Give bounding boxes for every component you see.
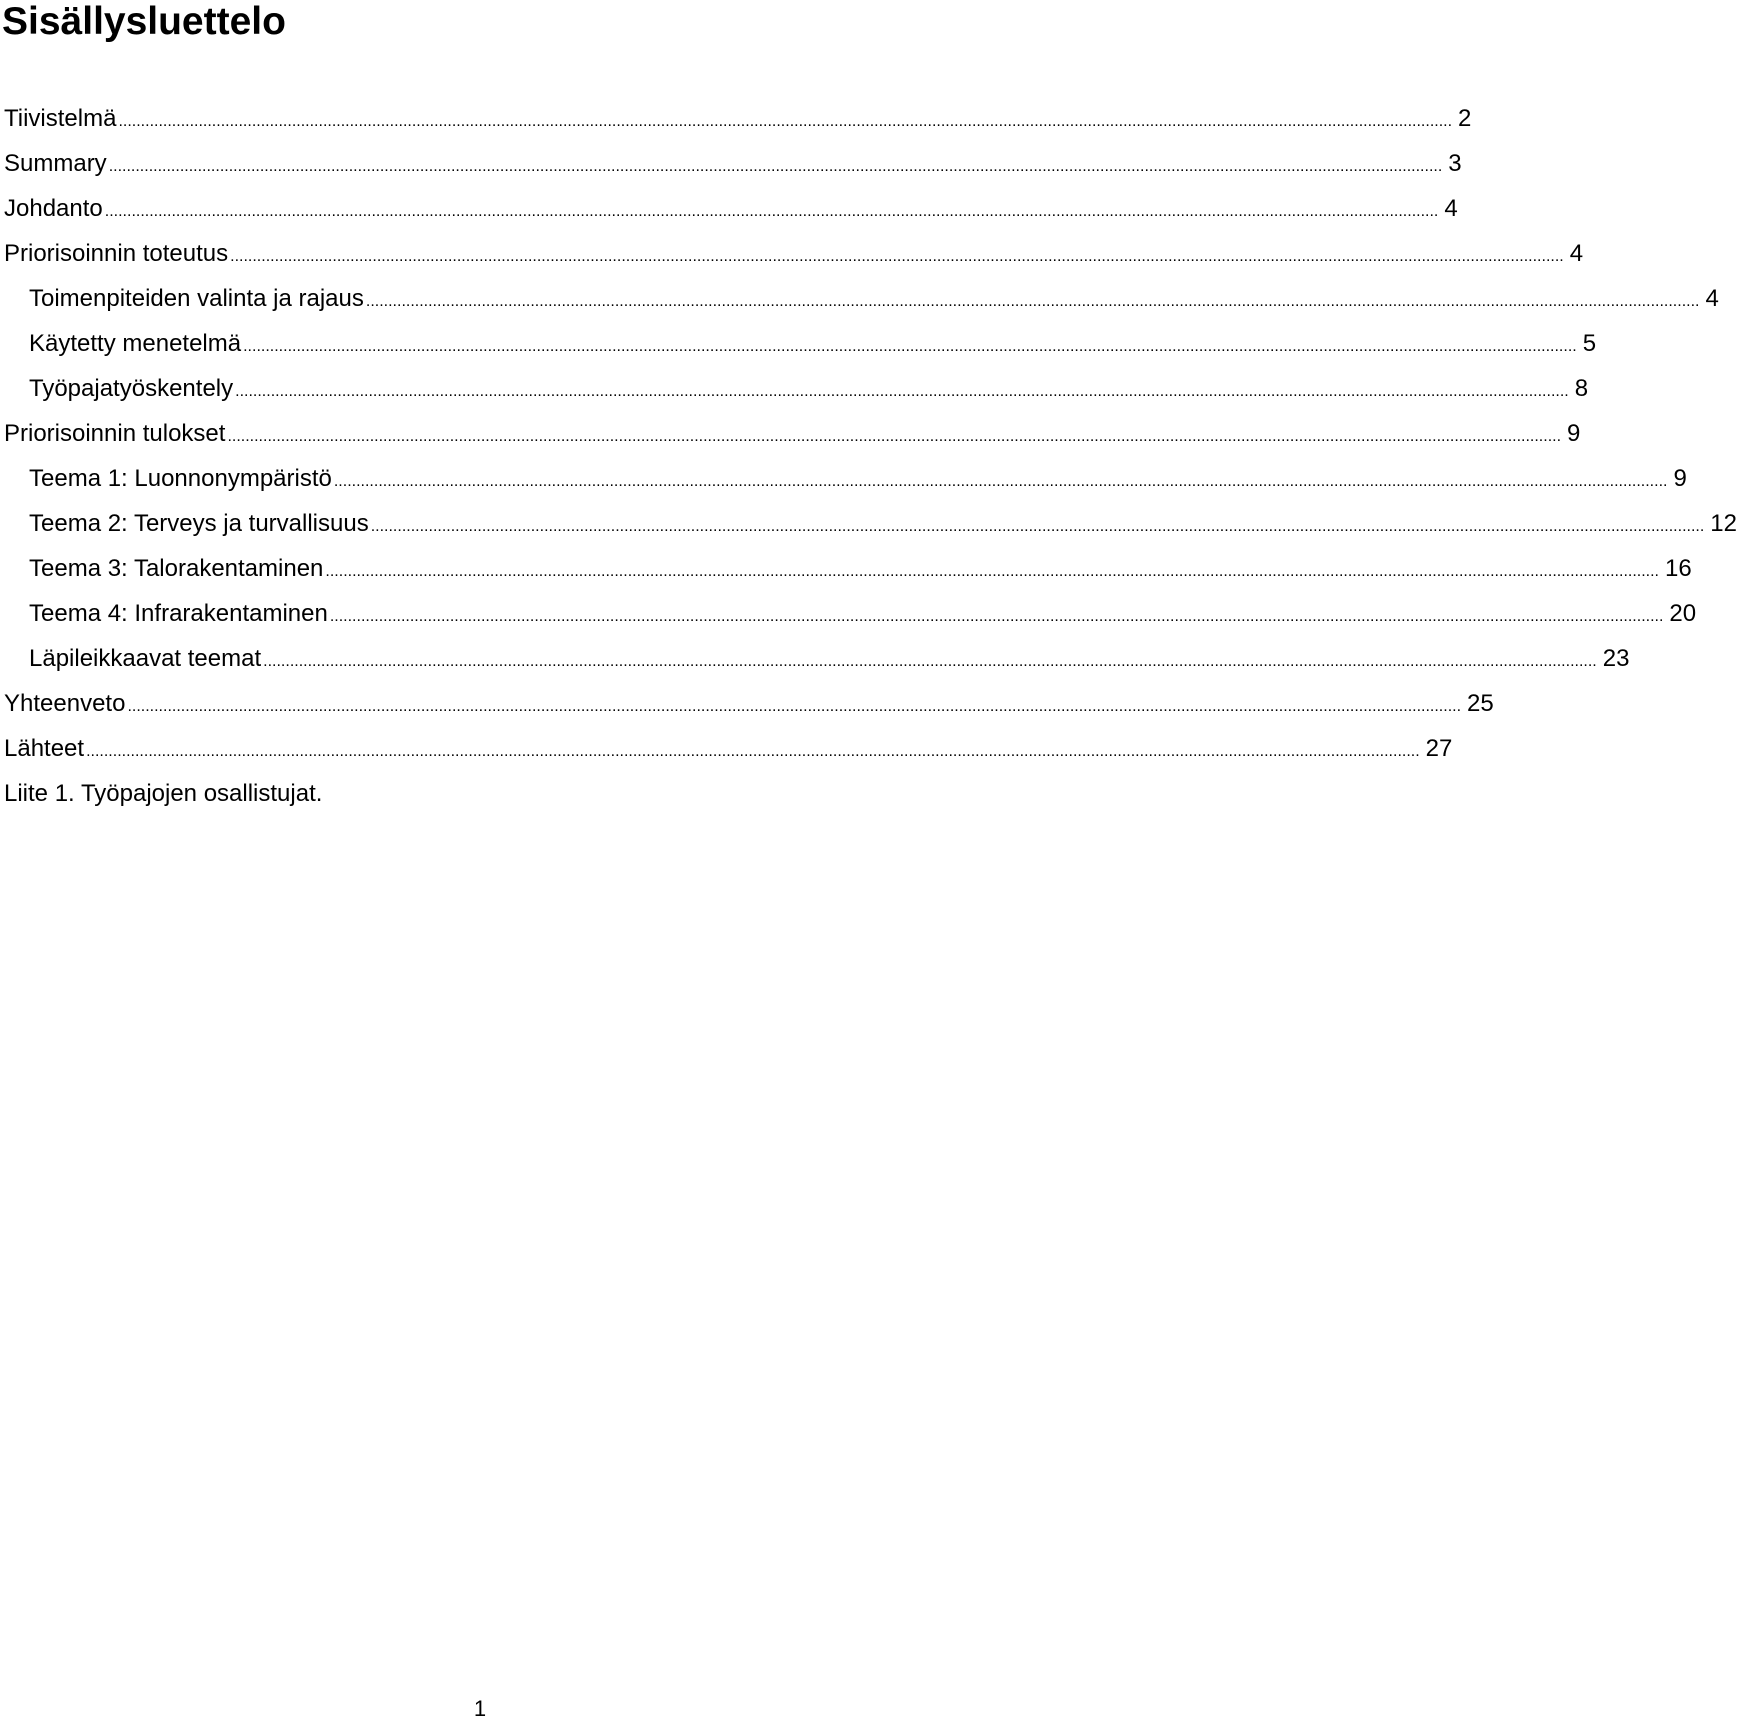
toc-entry-page: 9 <box>1567 420 1581 447</box>
dot-leader: ............................................................................................................................................................................................................................................................................................................ <box>230 248 1564 265</box>
dot-leader: ............................................................................................................................................................................................................................................................................................................ <box>329 608 1664 625</box>
toc-entry[interactable] <box>0 420 1581 465</box>
dot-leader: ............................................................................................................................................................................................................................................................................................................ <box>370 518 1705 535</box>
dot-leader: ............................................................................................................................................................................................................................................................................................................ <box>118 113 1453 130</box>
toc-entry-page: 4 <box>1444 195 1458 222</box>
toc-entry[interactable] <box>0 735 1453 780</box>
dot-leader: ............................................................................................................................................................................................................................................................................................................ <box>365 293 1700 310</box>
dot-leader: ............................................................................................................................................................................................................................................................................................................ <box>86 743 1420 760</box>
toc-entry[interactable] <box>0 555 1692 600</box>
toc-entry-label: Työpajatyöskentely <box>29 375 234 402</box>
toc-entry-page: 2 <box>1458 105 1472 132</box>
toc-entry-page: 20 <box>1669 600 1697 627</box>
toc-entry[interactable] <box>0 780 958 825</box>
toc-entry[interactable] <box>0 240 1584 285</box>
toc-entry-label: Priorisoinnin tulokset <box>4 420 226 447</box>
toc-entry-label: Teema 3: Talorakentaminen <box>29 555 324 582</box>
toc-entry-page: 5 <box>1582 330 1597 357</box>
toc-entry[interactable] <box>0 195 1458 240</box>
dot-leader: ............................................................................................................................................................................................................................................................................................................ <box>243 338 1577 355</box>
toc-entry-page: 9 <box>1673 465 1687 492</box>
toc-entry-label: Teema 2: Terveys ja turvallisuus <box>29 510 369 537</box>
dot-leader: ............................................................................................................................................................................................................................................................................................................ <box>227 428 1562 445</box>
toc-entry-label: Toimenpiteiden valinta ja rajaus <box>29 285 364 312</box>
toc-entry[interactable] <box>0 375 1589 420</box>
dot-leader: ............................................................................................................................................................................................................................................................................................................ <box>333 473 1668 490</box>
toc-entry-label: Priorisoinnin toteutus <box>4 240 229 267</box>
toc-entry[interactable] <box>0 645 1630 690</box>
toc-entry-page: 3 <box>1448 150 1462 177</box>
dot-leader: ............................................................................................................................................................................................................................................................................................................ <box>263 653 1597 670</box>
toc-entry-label: Summary <box>4 150 107 177</box>
toc-entry[interactable] <box>0 150 1462 195</box>
toc-entry-label: Johdanto <box>4 195 103 222</box>
dot-leader: ............................................................................................................................................................................................................................................................................................................ <box>127 698 1462 715</box>
toc-entry[interactable] <box>0 330 1597 375</box>
dot-leader: ............................................................................................................................................................................................................................................................................................................ <box>104 203 1439 220</box>
toc-entry-page: 23 <box>1602 645 1630 672</box>
toc-entry[interactable] <box>0 465 1687 510</box>
toc-entry-page: 8 <box>1574 375 1589 402</box>
toc-entry-label: Tiivistelmä <box>4 105 117 132</box>
dot-leader: ............................................................................................................................................................................................................................................................................................................ <box>325 563 1659 580</box>
table-of-contents <box>0 105 1737 825</box>
toc-entry-label: Käytetty menetelmä <box>29 330 242 357</box>
toc-entry[interactable] <box>0 105 1472 150</box>
page-number: 1 <box>473 1696 487 1721</box>
dot-leader: ............................................................................................................................................................................................................................................................................................................ <box>108 158 1443 175</box>
dot-leader: ............................................................................................................................................................................................................................................................................................................ <box>235 383 1569 400</box>
toc-entry-label: Teema 4: Infrarakentaminen <box>29 600 328 627</box>
toc-entry[interactable] <box>0 600 1697 645</box>
toc-entry-page: 27 <box>1425 735 1453 762</box>
toc-entry[interactable] <box>0 690 1494 735</box>
toc-entry-label: Läpileikkaavat teemat <box>29 645 262 672</box>
toc-entry-label: Yhteenveto <box>4 690 126 717</box>
toc-entry-page: 25 <box>1467 690 1494 717</box>
toc-entry-label: Liite 1. Työpajojen osallistujat. <box>4 780 323 807</box>
toc-entry[interactable] <box>0 285 1719 330</box>
toc-entry-page: 12 <box>1710 510 1737 537</box>
toc-entry-label: Teema 1: Luonnonympäristö <box>29 465 332 492</box>
toc-entry[interactable] <box>0 510 1737 555</box>
toc-entry-page: 16 <box>1665 555 1692 582</box>
page-title: Sisällysluettelo <box>2 0 286 43</box>
toc-entry-page: 4 <box>1569 240 1584 267</box>
toc-entry-label: Lähteet <box>4 735 85 762</box>
toc-entry-page: 4 <box>1705 285 1719 312</box>
